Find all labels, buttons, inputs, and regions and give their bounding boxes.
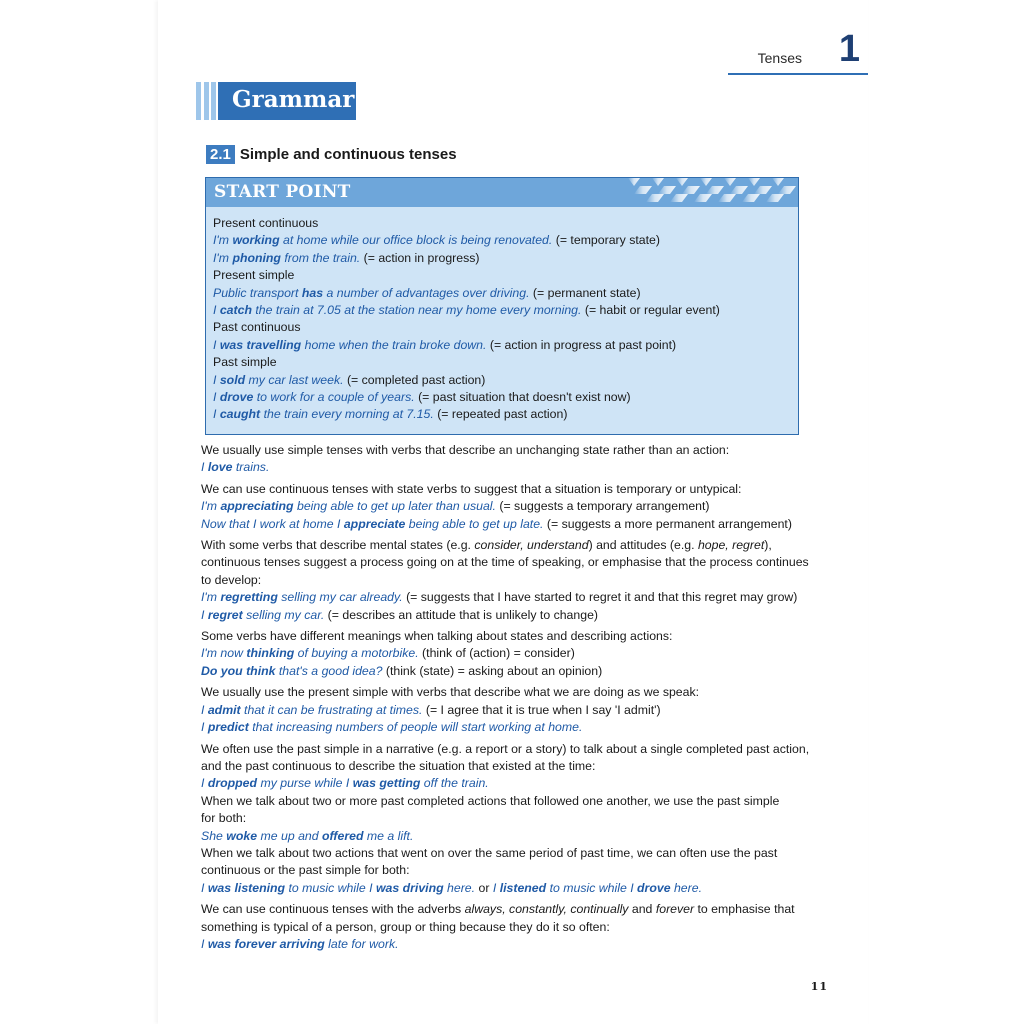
example-text: selling my car already. xyxy=(277,590,403,605)
example-sentence xyxy=(213,389,798,406)
example-verb: was forever arriving xyxy=(207,936,325,951)
example-text: late for work. xyxy=(324,936,399,951)
explanation-text xyxy=(201,481,841,498)
explanation-segment: We can use continuous tenses with the adverbs xyxy=(201,902,465,917)
example-text: to work for a couple of years. xyxy=(253,390,415,405)
explanation-segment: to develop: xyxy=(201,572,262,587)
explanation-text xyxy=(201,628,841,645)
example-text: my car last week. xyxy=(245,372,344,387)
banner-title: Grammar xyxy=(232,86,355,113)
example-note: (= completed past action) xyxy=(343,372,486,387)
example-verb: admit xyxy=(207,702,241,717)
explanation-text xyxy=(201,684,841,701)
textbook-page xyxy=(158,0,868,1024)
rule-block xyxy=(201,684,841,736)
body-text xyxy=(201,442,841,957)
explanation-segment: Some verbs have different meanings when talking about states and describing actions: xyxy=(201,629,673,644)
tense-heading: Present simple xyxy=(213,268,295,283)
section-number: 2.1 xyxy=(206,145,235,164)
explanation-text xyxy=(201,862,841,879)
example-note: (= temporary state) xyxy=(552,233,660,248)
rule-block xyxy=(201,537,841,624)
example-sentence xyxy=(201,645,841,662)
example-sentence xyxy=(201,663,841,680)
example-text: I xyxy=(201,720,208,735)
example-text: I xyxy=(213,303,220,318)
example-note: (= suggests a more permanent arrangement) xyxy=(543,516,792,531)
example-verb: was driving xyxy=(375,880,444,895)
explanation-text xyxy=(201,758,841,775)
example-verb: appreciating xyxy=(220,499,294,514)
example-text: trains. xyxy=(232,460,270,475)
example-sentence xyxy=(213,285,798,302)
example-verb: was listening xyxy=(207,880,286,895)
explanation-segment: We can use continuous tenses with state verbs to suggest that a situation is temporary or untypical: xyxy=(201,481,742,496)
example-verb: catch xyxy=(219,303,252,318)
example-sentence xyxy=(213,406,798,423)
example-text: the train every morning at 7.15. xyxy=(260,407,434,422)
emphasis-term: hope, regret xyxy=(697,538,765,553)
start-point-box xyxy=(205,177,799,435)
banner-stripe xyxy=(204,82,209,120)
example-verb: listened xyxy=(499,880,547,895)
example-text: to music while I xyxy=(546,880,638,895)
example-note: (= suggests a temporary arrangement) xyxy=(495,499,710,514)
tense-heading: Past simple xyxy=(213,355,277,370)
example-note: (think (state) = asking about an opinion) xyxy=(382,663,603,678)
page-number: 11 xyxy=(810,980,828,993)
emphasis-term: always, constantly, continually xyxy=(464,902,629,917)
example-text: I xyxy=(201,776,208,791)
example-verb: love xyxy=(207,460,233,475)
example-sentence xyxy=(201,775,841,792)
explanation-text xyxy=(201,810,841,827)
example-sentence xyxy=(213,302,798,319)
explanation-segment: We often use the past simple in a narrative (e.g. a report or a story) to talk about a single completed past action, xyxy=(201,741,810,756)
example-note: (= habit or regular event) xyxy=(581,303,720,318)
explanation-text xyxy=(201,554,841,571)
example-text: me up and xyxy=(257,828,323,843)
explanation-segment: for both: xyxy=(201,811,247,826)
section-title: Simple and continuous tenses xyxy=(239,146,457,163)
unit-number: 1 xyxy=(838,28,860,70)
example-note: (= I agree that it is true when I say 'I admit') xyxy=(422,702,661,717)
example-text: selling my car. xyxy=(242,607,325,622)
example-verb: caught xyxy=(219,407,261,422)
example-sentence xyxy=(201,702,841,719)
example-text: at home while our office block is being renovated. xyxy=(279,233,553,248)
example-text: Now that I work at home I xyxy=(201,516,344,531)
explanation-segment: continuous or the past simple for both: xyxy=(201,863,410,878)
example-note: (= suggests that I have started to regret it and that this regret may grow) xyxy=(402,590,798,605)
example-text: I xyxy=(201,607,208,622)
start-point-title: START POINT xyxy=(214,182,351,202)
example-note: (= describes an attitude that is unlikely to change) xyxy=(324,607,599,622)
example-text: here. xyxy=(670,880,702,895)
example-note: (think of (action) = consider) xyxy=(418,646,575,661)
explanation-segment: With some verbs that describe mental states (e.g. xyxy=(201,538,475,553)
example-verb: has xyxy=(301,285,324,300)
example-note: (= past situation that doesn't exist now) xyxy=(414,390,631,405)
example-verb: regretting xyxy=(220,590,278,605)
example-note: (= action in progress) xyxy=(360,250,480,265)
explanation-segment: and the past continuous to describe the situation that existed at the time: xyxy=(201,758,596,773)
rule-block xyxy=(201,741,841,898)
section-heading xyxy=(206,145,457,164)
example-sentence xyxy=(201,607,841,624)
example-text: from the train. xyxy=(280,250,361,265)
explanation-text xyxy=(201,741,841,758)
example-text: I xyxy=(201,460,208,475)
example-sentence xyxy=(201,828,841,845)
rule-block xyxy=(201,442,841,477)
example-sentence xyxy=(201,516,841,533)
unit-title: Tenses xyxy=(757,50,802,66)
example-text: me a lift. xyxy=(363,828,414,843)
example-text: that it can be frustrating at times. xyxy=(240,702,423,717)
example-text: I'm now xyxy=(201,646,247,661)
example-text: I xyxy=(213,337,220,352)
start-point-header xyxy=(206,178,798,207)
rule-block xyxy=(201,901,841,953)
example-sentence xyxy=(213,232,798,249)
example-sentence xyxy=(213,250,798,267)
rule-block xyxy=(201,481,841,533)
emphasis-term: forever xyxy=(655,902,695,917)
example-text: I xyxy=(213,372,220,387)
example-text: of buying a motorbike. xyxy=(294,646,419,661)
explanation-segment: to emphasise that xyxy=(694,902,795,917)
explanation-segment: something is typical of a person, group or thing because they do it so often: xyxy=(201,919,610,934)
example-verb: was getting xyxy=(352,776,421,791)
example-text: that increasing numbers of people will start working at home. xyxy=(248,720,583,735)
explanation-text xyxy=(201,919,841,936)
example-text: being able to get up late. xyxy=(405,516,544,531)
example-text: off the train. xyxy=(420,776,489,791)
explanation-segment: and xyxy=(628,902,656,917)
example-note: (= action in progress at past point) xyxy=(486,337,677,352)
example-sentence xyxy=(213,372,798,389)
tense-heading: Past continuous xyxy=(213,320,301,335)
example-sentence xyxy=(201,459,841,476)
example-text: She xyxy=(201,828,227,843)
start-point-content xyxy=(206,207,798,424)
rule-block xyxy=(201,628,841,680)
example-verb: regret xyxy=(207,607,243,622)
example-verb: phoning xyxy=(232,250,281,265)
example-text: I xyxy=(201,880,208,895)
example-text: I'm xyxy=(201,590,221,605)
example-text: being able to get up later than usual. xyxy=(293,499,496,514)
example-text: a number of advantages over driving. xyxy=(323,285,530,300)
example-text: I xyxy=(213,390,220,405)
example-verb: offered xyxy=(322,828,364,843)
example-verb: dropped xyxy=(207,776,258,791)
example-verb: woke xyxy=(226,828,258,843)
explanation-segment: continuous tenses suggest a process going on at the time of speaking, or emphasise that the process continues xyxy=(201,555,809,570)
explanation-text xyxy=(201,442,841,459)
example-verb: working xyxy=(232,233,280,248)
example-verb: sold xyxy=(219,372,246,387)
example-text: to music while I xyxy=(285,880,376,895)
example-text: that's a good idea? xyxy=(275,663,383,678)
example-text: I xyxy=(201,936,208,951)
example-verb: predict xyxy=(207,720,249,735)
banner-stripe xyxy=(196,82,201,120)
example-text: I'm xyxy=(201,499,221,514)
example-verb: thinking xyxy=(246,646,295,661)
example-verb: Do you think xyxy=(201,663,276,678)
example-text: the train at 7.05 at the station near my home every morning. xyxy=(251,303,582,318)
example-note: (= permanent state) xyxy=(529,285,641,300)
checker-pattern-icon xyxy=(608,178,798,207)
example-verb: was travelling xyxy=(219,337,302,352)
explanation-text xyxy=(201,793,841,810)
example-text: I xyxy=(492,880,500,895)
banner-stripe xyxy=(211,82,216,120)
explanation-text xyxy=(201,537,841,554)
example-text: I'm xyxy=(213,233,233,248)
example-text: I xyxy=(201,702,208,717)
example-sentence xyxy=(201,589,841,606)
example-note: (= repeated past action) xyxy=(433,407,568,422)
example-text: I xyxy=(213,407,220,422)
connector-text: or xyxy=(475,880,493,895)
example-text: Public transport xyxy=(213,285,302,300)
running-header xyxy=(728,28,868,75)
example-verb: drove xyxy=(219,390,254,405)
example-text: home when the train broke down. xyxy=(301,337,487,352)
example-text: my purse while I xyxy=(257,776,353,791)
explanation-segment: ) and attitudes (e.g. xyxy=(588,538,698,553)
example-sentence xyxy=(213,337,798,354)
explanation-text xyxy=(201,901,841,918)
example-text: I'm xyxy=(213,250,233,265)
explanation-text xyxy=(201,572,841,589)
emphasis-term: consider, understand xyxy=(474,538,589,553)
example-sentence xyxy=(201,936,841,953)
explanation-segment: ), xyxy=(764,538,772,553)
example-sentence xyxy=(201,498,841,515)
explanation-segment: When we talk about two or more past completed actions that followed one another, we use the past simple xyxy=(201,793,780,808)
tense-heading: Present continuous xyxy=(213,216,319,230)
explanation-text xyxy=(201,845,841,862)
example-verb: drove xyxy=(637,880,671,895)
explanation-segment: We usually use the present simple with verbs that describe what we are doing as we speak: xyxy=(201,685,700,700)
example-sentence xyxy=(201,880,841,897)
example-text: here. xyxy=(443,880,476,895)
example-verb: appreciate xyxy=(343,516,406,531)
example-sentence xyxy=(201,719,841,736)
explanation-segment: When we talk about two actions that went on over the same period of past time, we can often use the past xyxy=(201,845,778,860)
explanation-segment: We usually use simple tenses with verbs that describe an unchanging state rather than an action: xyxy=(201,443,730,457)
